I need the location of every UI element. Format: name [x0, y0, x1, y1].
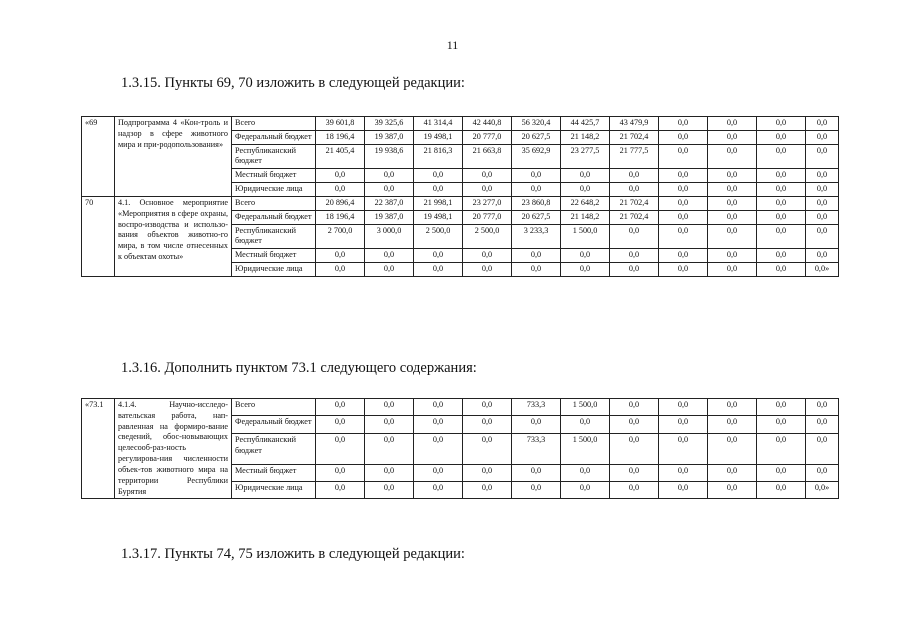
amount-cell: 20 896,4	[316, 196, 365, 210]
amount-cell: 0,0	[757, 416, 806, 433]
amount-cell: 0,0	[414, 169, 463, 183]
amount-cell: 0,0	[659, 144, 708, 169]
amount-cell: 0,0	[806, 144, 839, 169]
amount-cell: 0,0	[414, 464, 463, 481]
amount-cell: 0,0	[512, 464, 561, 481]
amount-cell: 0,0	[610, 249, 659, 263]
amount-cell: 0,0	[610, 433, 659, 464]
amount-cell: 0,0	[708, 196, 757, 210]
table-row	[82, 117, 839, 131]
funding-source: Федеральный бюджет	[232, 416, 316, 433]
amount-cell: 3 233,3	[512, 224, 561, 249]
amount-cell: 0,0	[463, 169, 512, 183]
table-row	[82, 399, 839, 416]
amount-cell: 0,0	[316, 399, 365, 416]
amount-cell: 18 196,4	[316, 210, 365, 224]
section-heading-3: 1.3.17. Пункты 74, 75 изложить в следующей редакции:	[121, 546, 465, 562]
amount-cell: 0,0	[414, 263, 463, 277]
amount-cell: 0,0	[365, 183, 414, 197]
amount-cell: 0,0	[806, 210, 839, 224]
amount-cell: 0,0	[659, 433, 708, 464]
amount-cell: 0,0	[757, 433, 806, 464]
amount-cell: 21 777,5	[610, 144, 659, 169]
amount-cell: 0,0	[316, 263, 365, 277]
amount-cell: 0,0	[463, 183, 512, 197]
amount-cell: 2 500,0	[463, 224, 512, 249]
funding-source: Республиканский бюджет	[232, 224, 316, 249]
amount-cell: 20 777,0	[463, 210, 512, 224]
amount-cell: 0,0	[659, 117, 708, 131]
funding-source: Местный бюджет	[232, 249, 316, 263]
amount-cell: 0,0	[708, 249, 757, 263]
amount-cell: 0,0»	[806, 263, 839, 277]
amount-cell: 0,0	[316, 183, 365, 197]
amount-cell: 42 440,8	[463, 117, 512, 131]
funding-source: Всего	[232, 117, 316, 131]
amount-cell: 0,0	[561, 464, 610, 481]
section-heading-1: 1.3.15. Пункты 69, 70 изложить в следующей редакции:	[121, 75, 465, 91]
amount-cell: 0,0	[316, 482, 365, 499]
funding-source: Юридические лица	[232, 183, 316, 197]
amount-cell: 0,0	[316, 416, 365, 433]
amount-cell: 0,0	[757, 144, 806, 169]
amount-cell: 0,0	[316, 249, 365, 263]
amount-cell: 0,0	[757, 130, 806, 144]
amount-cell: 0,0	[512, 249, 561, 263]
amount-cell: 19 387,0	[365, 210, 414, 224]
amount-cell: 0,0	[757, 224, 806, 249]
amount-cell: 0,0	[610, 416, 659, 433]
amount-cell: 0,0	[757, 263, 806, 277]
amount-cell: 0,0	[512, 169, 561, 183]
amount-cell: 0,0	[561, 169, 610, 183]
item-number: «73.1	[82, 399, 115, 499]
amount-cell: 0,0	[463, 433, 512, 464]
amount-cell: 21 148,2	[561, 210, 610, 224]
amount-cell: 0,0	[708, 416, 757, 433]
amount-cell: 41 314,4	[414, 117, 463, 131]
amount-cell: 0,0	[659, 169, 708, 183]
funding-source: Юридические лица	[232, 482, 316, 499]
amount-cell: 0,0	[365, 416, 414, 433]
funding-source: Республиканский бюджет	[232, 144, 316, 169]
amount-cell: 0,0	[806, 416, 839, 433]
amount-cell: 0,0	[757, 169, 806, 183]
amount-cell: 21 148,2	[561, 130, 610, 144]
funding-source: Местный бюджет	[232, 464, 316, 481]
amount-cell: 0,0	[659, 482, 708, 499]
amount-cell: 21 405,4	[316, 144, 365, 169]
amount-cell: 0,0	[806, 224, 839, 249]
amount-cell: 21 816,3	[414, 144, 463, 169]
budget-table-2	[81, 398, 839, 499]
amount-cell: 20 777,0	[463, 130, 512, 144]
amount-cell: 0,0	[708, 210, 757, 224]
amount-cell: 0,0	[463, 416, 512, 433]
amount-cell: 19 938,6	[365, 144, 414, 169]
amount-cell: 0,0	[708, 482, 757, 499]
amount-cell: 23 277,5	[561, 144, 610, 169]
amount-cell: 0,0	[414, 183, 463, 197]
item-description: 4.1.4. Научно-исследо-вательская работа, нап-равленная на формиро-вание сведений, обос-новывающих целесооб-раз-ность регулирова-ния численности объек-тов животного мира на территории Республики Бурятия	[115, 399, 232, 499]
amount-cell: 0,0	[757, 249, 806, 263]
amount-cell: 0,0	[708, 399, 757, 416]
amount-cell: 19 498,1	[414, 130, 463, 144]
amount-cell: 0,0	[659, 263, 708, 277]
amount-cell: 0,0	[316, 169, 365, 183]
amount-cell: 0,0	[757, 399, 806, 416]
amount-cell: 44 425,7	[561, 117, 610, 131]
amount-cell: 0,0	[365, 399, 414, 416]
amount-cell: 2 500,0	[414, 224, 463, 249]
amount-cell: 0,0	[806, 117, 839, 131]
amount-cell: 0,0	[659, 183, 708, 197]
amount-cell: 0,0	[659, 464, 708, 481]
amount-cell: 22 648,2	[561, 196, 610, 210]
amount-cell: 0,0	[512, 183, 561, 197]
amount-cell: 0,0	[708, 464, 757, 481]
amount-cell: 0,0	[512, 416, 561, 433]
amount-cell: 0,0	[806, 169, 839, 183]
amount-cell: 0,0	[610, 399, 659, 416]
amount-cell: 0,0	[659, 130, 708, 144]
amount-cell: 0,0	[610, 482, 659, 499]
budget-table-1	[81, 116, 839, 277]
amount-cell: 733,3	[512, 433, 561, 464]
amount-cell: 0,0	[316, 433, 365, 464]
amount-cell: 1 500,0	[561, 399, 610, 416]
amount-cell: 0,0	[806, 196, 839, 210]
table-row	[82, 196, 839, 210]
funding-source: Всего	[232, 399, 316, 416]
amount-cell: 2 700,0	[316, 224, 365, 249]
amount-cell: 0,0	[414, 416, 463, 433]
amount-cell: 0,0	[610, 169, 659, 183]
amount-cell: 0,0	[365, 169, 414, 183]
amount-cell: 0,0	[463, 464, 512, 481]
amount-cell: 0,0	[561, 482, 610, 499]
amount-cell: 0,0	[512, 263, 561, 277]
amount-cell: 0,0	[806, 433, 839, 464]
amount-cell: 21 663,8	[463, 144, 512, 169]
amount-cell: 23 277,0	[463, 196, 512, 210]
amount-cell: 0,0	[659, 249, 708, 263]
amount-cell: 39 325,6	[365, 117, 414, 131]
section-heading-2: 1.3.16. Дополнить пунктом 73.1 следующего содержания:	[121, 360, 477, 376]
amount-cell: 0,0	[316, 464, 365, 481]
amount-cell: 0,0	[757, 196, 806, 210]
amount-cell: 0,0	[610, 263, 659, 277]
amount-cell: 1 500,0	[561, 433, 610, 464]
amount-cell: 56 320,4	[512, 117, 561, 131]
item-description: 4.1. Основное мероприятие «Мероприятия в сфере охраны, воспро-изводства и использо-вания объектов животно-го мира, в том числе отнесенных к объектам охоты»	[115, 196, 232, 276]
amount-cell: 0,0	[659, 196, 708, 210]
amount-cell: 0,0	[463, 249, 512, 263]
amount-cell: 39 601,8	[316, 117, 365, 131]
amount-cell: 0,0	[365, 433, 414, 464]
amount-cell: 0,0	[610, 183, 659, 197]
amount-cell: 43 479,9	[610, 117, 659, 131]
amount-cell: 22 387,0	[365, 196, 414, 210]
amount-cell: 0,0	[561, 183, 610, 197]
funding-source: Местный бюджет	[232, 169, 316, 183]
amount-cell: 0,0	[414, 482, 463, 499]
item-description: Подпрограмма 4 «Кон-троль и надзор в сфере животного мира и при-родопользования»	[115, 117, 232, 197]
amount-cell: 21 702,4	[610, 130, 659, 144]
amount-cell: 0,0	[414, 399, 463, 416]
amount-cell: 0,0	[414, 433, 463, 464]
amount-cell: 0,0	[708, 117, 757, 131]
amount-cell: 0,0	[757, 210, 806, 224]
amount-cell: 0,0	[708, 263, 757, 277]
amount-cell: 0,0	[806, 249, 839, 263]
amount-cell: 0,0	[757, 117, 806, 131]
amount-cell: 0,0	[561, 249, 610, 263]
amount-cell: 0,0	[610, 224, 659, 249]
amount-cell: 0,0	[561, 416, 610, 433]
amount-cell: 733,3	[512, 399, 561, 416]
amount-cell: 21 998,1	[414, 196, 463, 210]
funding-source: Республиканский бюджет	[232, 433, 316, 464]
amount-cell: 0,0	[708, 130, 757, 144]
amount-cell: 0,0	[365, 263, 414, 277]
amount-cell: 19 498,1	[414, 210, 463, 224]
amount-cell: 0,0	[659, 399, 708, 416]
amount-cell: 3 000,0	[365, 224, 414, 249]
amount-cell: 0,0	[463, 399, 512, 416]
amount-cell: 20 627,5	[512, 130, 561, 144]
amount-cell: 0,0	[806, 130, 839, 144]
amount-cell: 20 627,5	[512, 210, 561, 224]
amount-cell: 1 500,0	[561, 224, 610, 249]
funding-source: Федеральный бюджет	[232, 210, 316, 224]
amount-cell: 0,0	[708, 224, 757, 249]
item-number: 70	[82, 196, 115, 276]
amount-cell: 0,0	[561, 263, 610, 277]
amount-cell: 0,0	[757, 464, 806, 481]
page-number: 11	[446, 38, 459, 52]
amount-cell: 21 702,4	[610, 196, 659, 210]
amount-cell: 0,0	[708, 183, 757, 197]
amount-cell: 0,0»	[806, 482, 839, 499]
amount-cell: 0,0	[463, 482, 512, 499]
amount-cell: 0,0	[512, 482, 561, 499]
amount-cell: 21 702,4	[610, 210, 659, 224]
amount-cell: 0,0	[365, 464, 414, 481]
amount-cell: 0,0	[414, 249, 463, 263]
amount-cell: 19 387,0	[365, 130, 414, 144]
funding-source: Юридические лица	[232, 263, 316, 277]
amount-cell: 0,0	[757, 482, 806, 499]
amount-cell: 0,0	[365, 249, 414, 263]
amount-cell: 23 860,8	[512, 196, 561, 210]
amount-cell: 35 692,9	[512, 144, 561, 169]
amount-cell: 0,0	[365, 482, 414, 499]
amount-cell: 0,0	[806, 464, 839, 481]
funding-source: Федеральный бюджет	[232, 130, 316, 144]
amount-cell: 0,0	[806, 183, 839, 197]
amount-cell: 18 196,4	[316, 130, 365, 144]
amount-cell: 0,0	[463, 263, 512, 277]
amount-cell: 0,0	[806, 399, 839, 416]
item-number: «69	[82, 117, 115, 197]
amount-cell: 0,0	[659, 210, 708, 224]
amount-cell: 0,0	[659, 416, 708, 433]
amount-cell: 0,0	[708, 433, 757, 464]
amount-cell: 0,0	[659, 224, 708, 249]
amount-cell: 0,0	[708, 144, 757, 169]
funding-source: Всего	[232, 196, 316, 210]
amount-cell: 0,0	[757, 183, 806, 197]
amount-cell: 0,0	[610, 464, 659, 481]
amount-cell: 0,0	[708, 169, 757, 183]
